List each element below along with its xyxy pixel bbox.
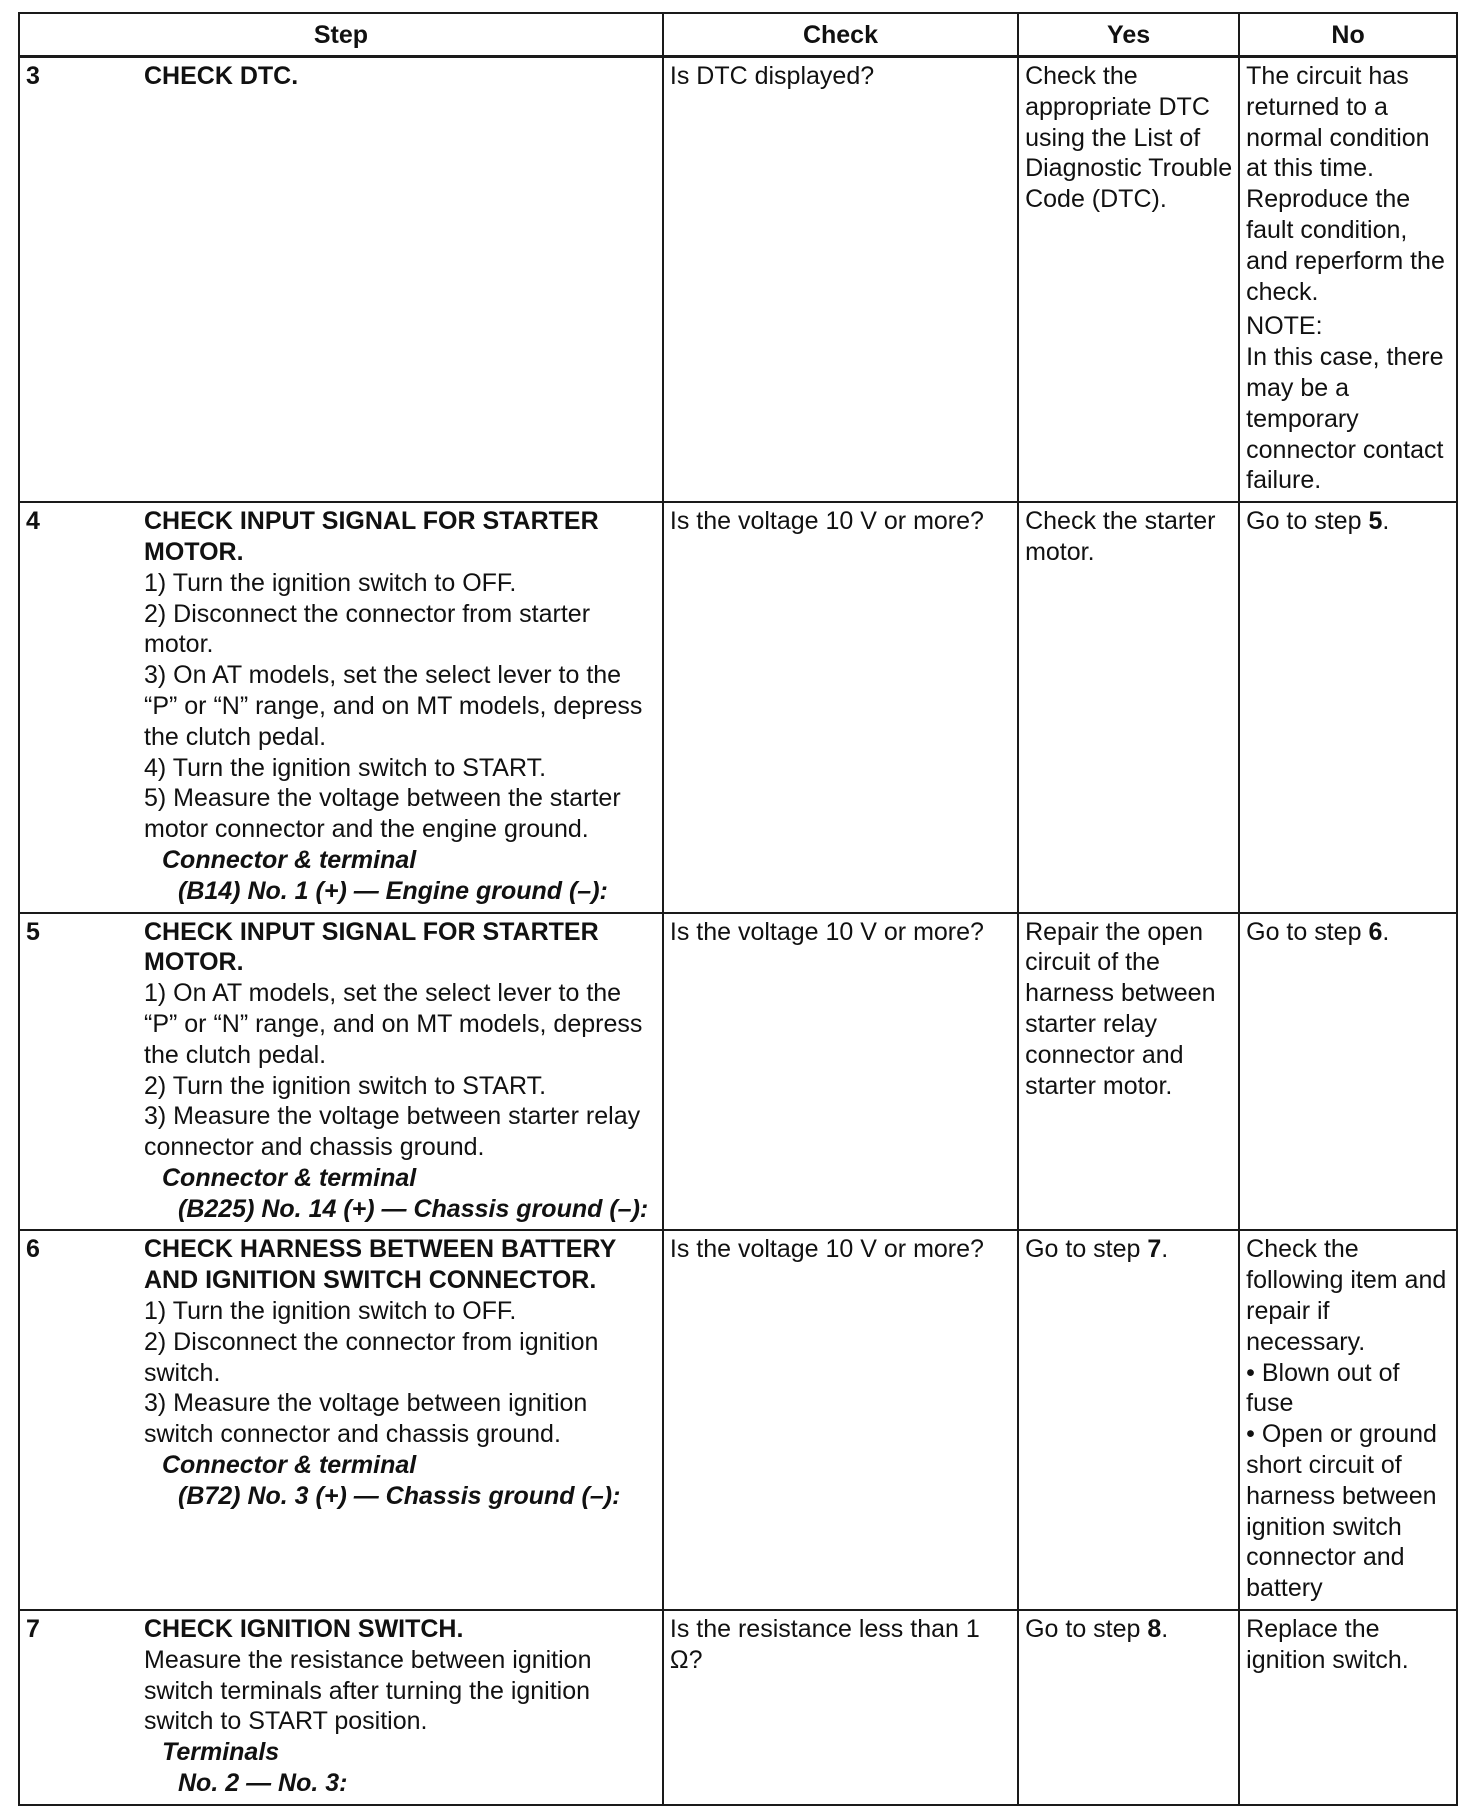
connector-terminal-label: Connector & terminal [162,1163,417,1192]
step-cell [19,57,663,503]
step-title: CHECK IGNITION SWITCH. [144,1615,464,1644]
yes-step-ref: 8 [1147,1615,1162,1644]
step-number: 5 [26,917,40,946]
note-label: NOTE: [1246,312,1323,341]
connector-terminal-label: Connector & terminal [162,845,417,874]
step-number: 7 [26,1615,40,1644]
connector-terminal-label: Connector & terminal [162,1451,417,1480]
terminals-value: No. 2 — No. 3: [178,1769,348,1798]
instruction-item: 3) On AT models, set the select lever to the “P” or “N” range, and on MT models, depress the clutch pedal. [144,661,643,751]
no-cell: Replace the ignition switch. [1239,1610,1457,1805]
step-title: CHECK HARNESS BETWEEN BATTERY AND IGNITION SWITCH CONNECTOR. [144,1235,616,1295]
yes-text-suffix: . [1161,1235,1169,1264]
instruction-item: 2) Turn the ignition switch to START. [144,1071,547,1100]
check-cell: Is the voltage 10 V or more? [663,913,1018,1231]
table-row-step-7 [19,1610,1457,1805]
no-cell [1239,57,1457,503]
no-text-suffix: . [1382,917,1390,946]
yes-cell: Check the appropriate DTC using the List of Diagnostic Trouble Code (DTC). [1018,57,1239,503]
header-yes: Yes [1018,13,1239,57]
no-cell [1239,502,1457,912]
step-cell [19,1230,663,1610]
yes-text-prefix: Go to step [1025,1235,1148,1264]
header-no: No [1239,13,1457,57]
diagnostic-procedure-table [18,12,1458,1806]
instruction-item: 4) Turn the ignition switch to START. [144,753,547,782]
no-cell [1239,913,1457,1231]
step-number: 4 [26,507,40,536]
step-title: CHECK INPUT SIGNAL FOR STARTER MOTOR. [144,917,599,977]
step-title: CHECK INPUT SIGNAL FOR STARTER MOTOR. [144,507,599,566]
no-text: The circuit has returned to a normal condition at this time. Reproduce the fault condition, and reperform the check. [1246,62,1445,306]
no-step-ref: 6 [1368,917,1383,946]
step-cell [19,1610,663,1805]
no-text-prefix: Go to step [1246,507,1369,536]
yes-cell [1018,1610,1239,1805]
diagnostic-procedure-table-container [18,12,1458,1806]
instruction-item: 2) Disconnect the connector from starter motor. [144,599,591,659]
step-cell [19,913,663,1231]
instruction-item: 2) Disconnect the connector from ignition switch. [144,1327,599,1387]
instruction-item: 3) Measure the voltage between starter relay connector and chassis ground. [144,1102,641,1162]
step-title: CHECK DTC. [144,62,299,90]
step-number: 6 [26,1235,40,1264]
no-text-suffix: . [1382,507,1390,536]
note-text: In this case, there may be a temporary connector contact failure. [1246,343,1444,495]
check-cell: Is DTC displayed? [663,57,1018,503]
no-text-prefix: Go to step [1246,917,1369,946]
yes-step-ref: 7 [1147,1235,1162,1264]
no-bullet-item: • Open or ground short circuit of harness between ignition switch connector and battery [1246,1420,1437,1603]
instruction-item: 3) Measure the voltage between ignition switch connector and chassis ground. [144,1389,588,1449]
table-row-step-5 [19,913,1457,1231]
connector-terminal-value: (B225) No. 14 (+) — Chassis ground (–): [178,1194,649,1223]
no-text: Check the following item and repair if necessary. [1246,1235,1447,1356]
terminals-label: Terminals [162,1738,280,1767]
connector-terminal-value: (B72) No. 3 (+) — Chassis ground (–): [178,1481,621,1510]
connector-terminal-value: (B14) No. 1 (+) — Engine ground (–): [178,876,608,905]
no-step-ref: 5 [1368,507,1383,536]
no-bullet-item: • Blown out of fuse [1246,1358,1400,1418]
instruction-item: 1) Turn the ignition switch to OFF. [144,1297,517,1326]
header-check: Check [663,13,1018,57]
no-cell [1239,1230,1457,1610]
instruction-item: 1) Turn the ignition switch to OFF. [144,568,517,597]
yes-cell: Repair the open circuit of the harness between starter relay connector and starter motor. [1018,913,1239,1231]
yes-text-prefix: Go to step [1025,1615,1148,1644]
check-cell: Is the voltage 10 V or more? [663,1230,1018,1610]
header-step: Step [19,13,663,57]
table-row-step-3 [19,57,1457,503]
table-row-step-6 [19,1230,1457,1610]
step-number: 3 [26,62,40,90]
check-cell: Is the resistance less than 1 Ω? [663,1610,1018,1805]
yes-cell: Check the starter motor. [1018,502,1239,912]
check-cell: Is the voltage 10 V or more? [663,502,1018,912]
table-row-step-4 [19,502,1457,912]
yes-cell [1018,1230,1239,1610]
yes-text-suffix: . [1161,1615,1169,1644]
instruction-item: 1) On AT models, set the select lever to the “P” or “N” range, and on MT models, depress the clutch pedal. [144,979,643,1069]
instruction-item: 5) Measure the voltage between the starter motor connector and the engine ground. [144,784,621,844]
table-header-row [19,13,1457,57]
step-cell [19,502,663,912]
instruction-text: Measure the resistance between ignition switch terminals after turning the ignition switch to START position. [144,1645,592,1736]
